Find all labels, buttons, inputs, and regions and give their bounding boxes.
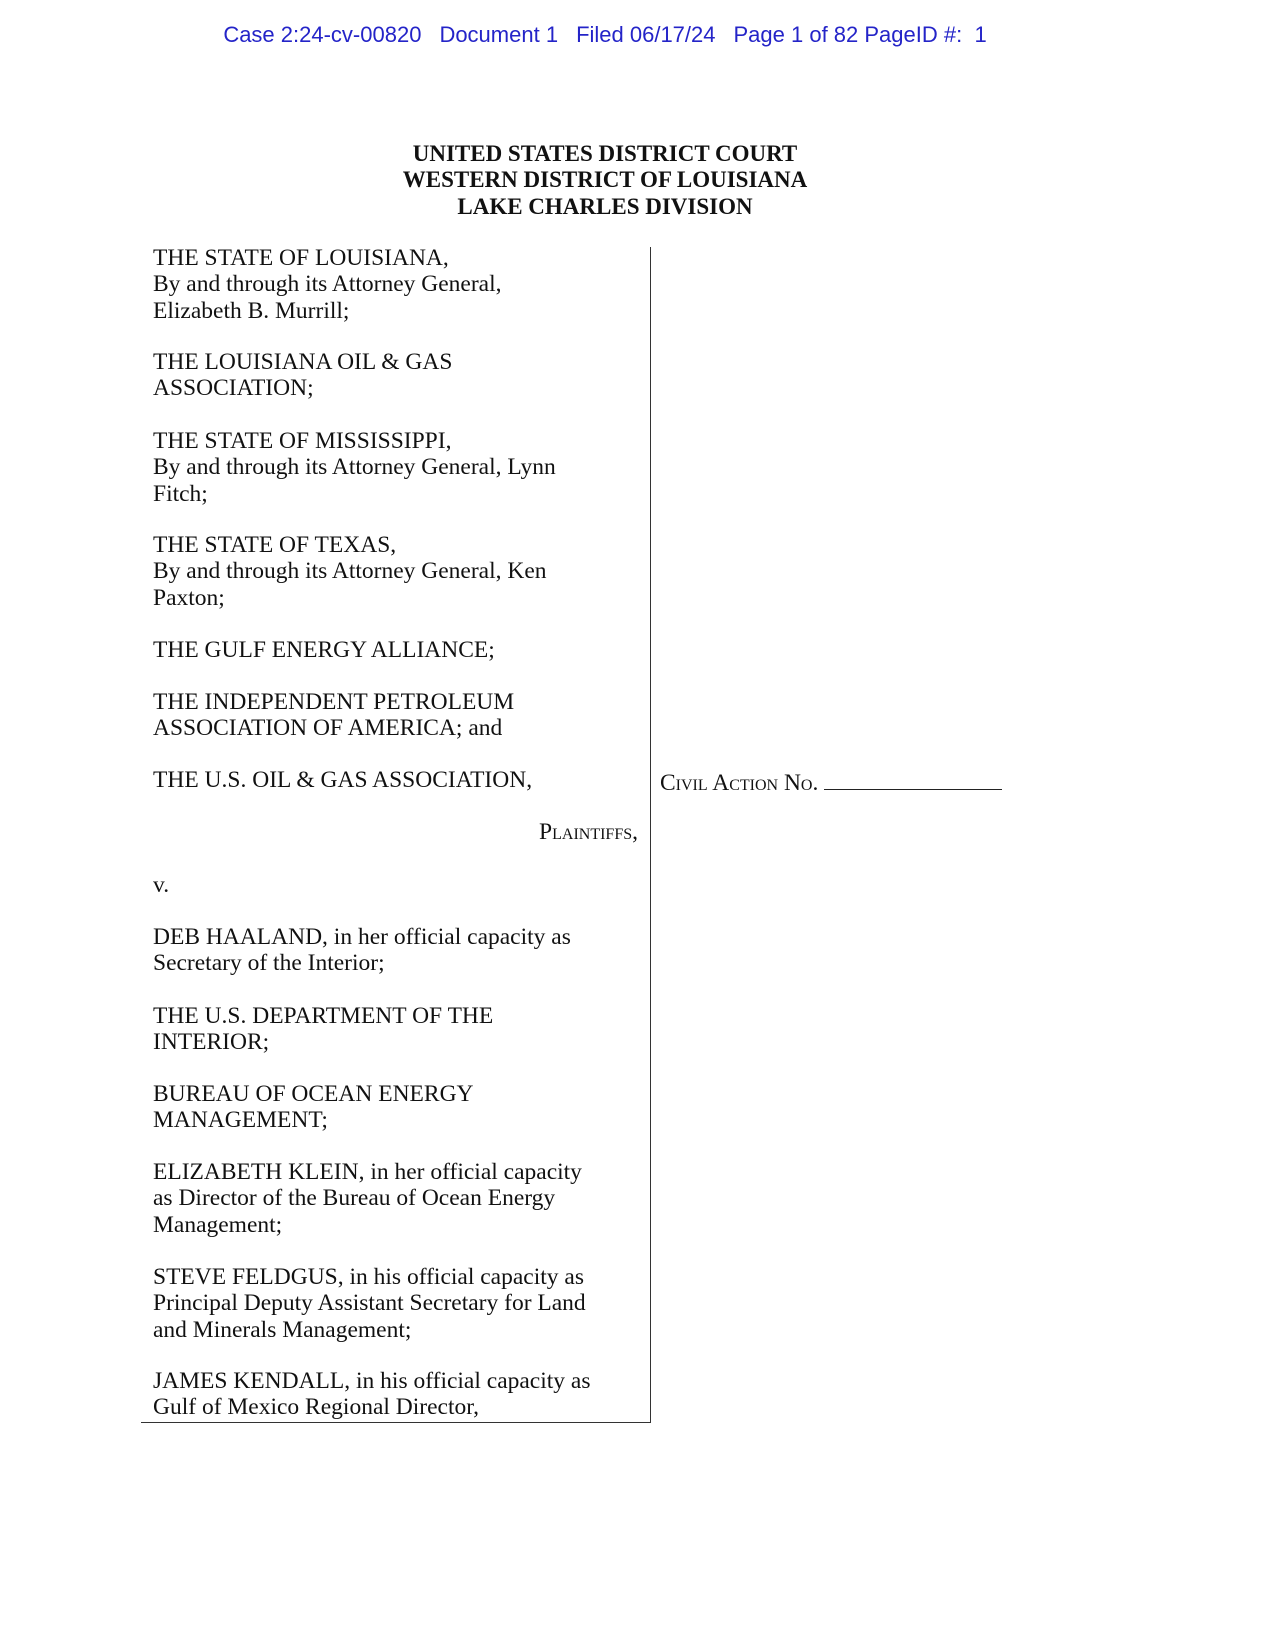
civil-action-number bbox=[660, 767, 1002, 797]
party-line: THE STATE OF TEXAS, bbox=[153, 532, 397, 558]
court-heading bbox=[0, 141, 1210, 220]
party-line: THE STATE OF LOUISIANA, bbox=[153, 245, 449, 271]
party-line: Fitch; bbox=[153, 480, 208, 507]
document-number: Document 1 bbox=[439, 22, 559, 47]
party-block bbox=[153, 637, 643, 663]
party-line: THE U.S. DEPARTMENT OF THE bbox=[153, 1003, 494, 1029]
party-line: as Director of the Bureau of Ocean Energy bbox=[153, 1185, 556, 1212]
party-line: THE INDEPENDENT PETROLEUM bbox=[153, 689, 515, 715]
party-line: Paxton; bbox=[153, 584, 225, 611]
party-block bbox=[153, 872, 643, 898]
party-line: Gulf of Mexico Regional Director, bbox=[153, 1394, 480, 1421]
party-line: BUREAU OF OCEAN ENERGY bbox=[153, 1081, 474, 1107]
party-line: STEVE FELDGUS, in his official capacity as bbox=[153, 1264, 584, 1290]
party-block bbox=[153, 1368, 643, 1421]
party-line: DEB HAALAND, in her official capacity as bbox=[153, 924, 571, 950]
party-line: ASSOCIATION OF AMERICA; and bbox=[153, 715, 503, 742]
party-block bbox=[153, 689, 643, 742]
party-line: By and through its Attorney General, Ken bbox=[153, 558, 547, 585]
party-block bbox=[153, 1003, 643, 1056]
party-line: THE GULF ENERGY ALLIANCE; bbox=[153, 637, 495, 663]
plaintiffs-label: Plaintiffs, bbox=[539, 819, 638, 845]
party-line: By and through its Attorney General, Lynn bbox=[153, 454, 556, 481]
filed-date: Filed 06/17/24 bbox=[576, 22, 716, 47]
party-line: JAMES KENDALL, in his official capacity as bbox=[153, 1368, 591, 1394]
party-line: Principal Deputy Assistant Secretary for Land bbox=[153, 1290, 586, 1317]
party-line: THE STATE OF MISSISSIPPI, bbox=[153, 428, 452, 454]
case-header bbox=[0, 22, 1210, 48]
party-line: v. bbox=[153, 872, 170, 898]
party-line: ASSOCIATION; bbox=[153, 375, 314, 402]
party-line: THE U.S. OIL & GAS ASSOCIATION, bbox=[153, 767, 533, 793]
page-info: Page 1 of 82 PageID #: 1 bbox=[733, 22, 987, 47]
court-district: WESTERN DISTRICT OF LOUISIANA bbox=[402, 167, 808, 193]
party-block bbox=[153, 245, 643, 324]
court-name: UNITED STATES DISTRICT COURT bbox=[412, 141, 798, 166]
party-line: ELIZABETH KLEIN, in her official capacity bbox=[153, 1159, 582, 1185]
party-line: and Minerals Management; bbox=[153, 1316, 412, 1343]
party-line: Elizabeth B. Murrill; bbox=[153, 297, 350, 324]
party-line: By and through its Attorney General, bbox=[153, 271, 502, 298]
party-line: INTERIOR; bbox=[153, 1029, 270, 1056]
party-line: MANAGEMENT; bbox=[153, 1107, 328, 1134]
caption-bottom-divider bbox=[141, 1422, 651, 1423]
party-block bbox=[153, 532, 643, 611]
civil-action-label: Civil Action No. bbox=[660, 770, 819, 796]
party-line: THE LOUISIANA OIL & GAS bbox=[153, 349, 453, 375]
court-division: LAKE CHARLES DIVISION bbox=[457, 193, 753, 219]
party-block bbox=[153, 767, 643, 793]
party-line: Management; bbox=[153, 1211, 283, 1238]
party-block bbox=[153, 1264, 643, 1343]
civil-action-blank bbox=[824, 767, 1002, 790]
party-block bbox=[153, 1081, 643, 1134]
party-line: Secretary of the Interior; bbox=[153, 950, 385, 977]
case-number: Case 2:24-cv-00820 bbox=[223, 22, 422, 47]
party-block bbox=[153, 349, 643, 402]
party-block bbox=[153, 1159, 643, 1238]
party-block bbox=[153, 428, 643, 507]
party-block bbox=[153, 924, 643, 977]
caption-vertical-divider bbox=[650, 247, 651, 1423]
